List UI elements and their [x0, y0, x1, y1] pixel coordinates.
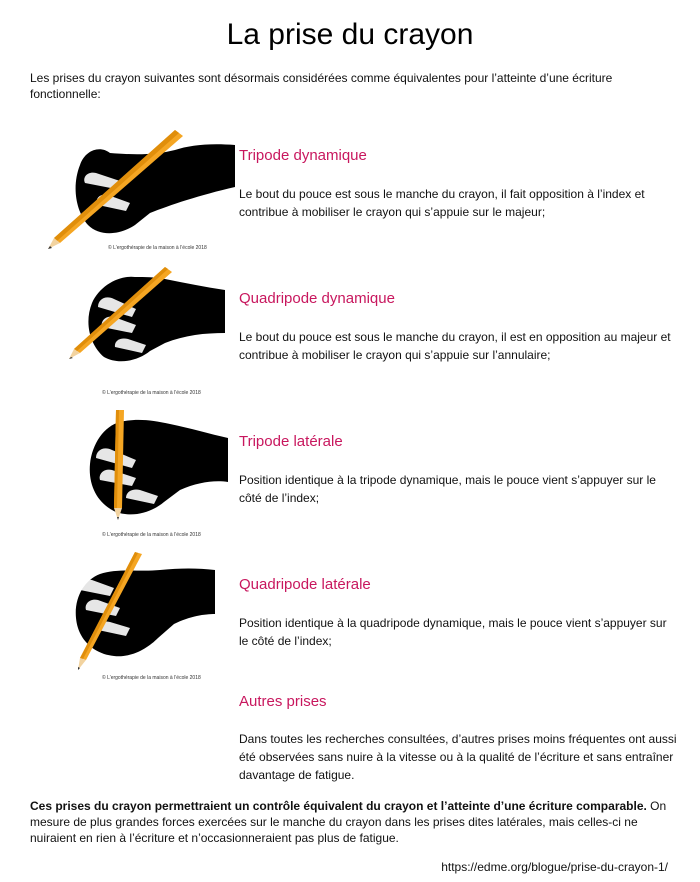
grip-description-other: Dans toutes les recherches consultées, d’autres prises moins fréquentes ont aussi été observées sans nuire à la vitesse ou à la qualité de l’écriture et sans entraîner davantage de fatigue. — [239, 732, 677, 782]
intro-text: Les prises du crayon suivantes sont désormais considérées comme équivalentes pour l’atteinte d’une écriture fonctionnelle: — [30, 71, 613, 101]
grip-description-tripod-lateral: Position identique à la tripode dynamique, mais le pouce vient s’appuyer sur le côté de l’index; — [239, 473, 656, 505]
conclusion-text — [30, 798, 670, 846]
grip-description-tripod-dynamic: Le bout du pouce est sous le manche du crayon, il fait opposition à l’index et contribue à mobiliser le crayon qui s’appuie sur le majeur; — [239, 187, 645, 219]
grip-heading-other: Autres prises — [239, 693, 327, 710]
page-title: La prise du crayon — [226, 18, 474, 51]
grip-illustration-tripod-lateral — [40, 408, 235, 538]
grip-description-quadripod-lateral: Position identique à la quadripode dynamique, mais le pouce vient s’appuyer sur le côté de l’index; — [239, 616, 667, 648]
illustration-credit: © L’ergothérapie de la maison à l’école 2018 — [102, 675, 201, 681]
hand-quadripod-dynamic-icon — [40, 265, 235, 395]
grip-description-quadripod-dynamic: Le bout du pouce est sous le manche du crayon, il est en opposition au majeur et contribue à mobiliser le crayon qui s’appuie sur l’annulaire; — [239, 330, 671, 362]
source-url: https://edme.org/blogue/prise-du-crayon-1/ — [441, 860, 668, 874]
illustration-credit: © L’ergothérapie de la maison à l’école 2018 — [102, 390, 201, 396]
conclusion-body: On mesure de plus grandes forces exercées sur le manche du crayon dans les prises dites latérales, mais celles-ci ne nuiraient en rien à l’écriture et n’occasionneraient pas plus de fatigue. — [30, 799, 667, 845]
grip-illustration-quadripod-lateral — [40, 550, 235, 680]
hand-tripod-dynamic-icon — [40, 125, 235, 255]
illustration-credit: © L’ergothérapie de la maison à l’école 2018 — [108, 245, 207, 251]
grip-heading-tripod-dynamic: Tripode dynamique — [239, 147, 367, 164]
grip-heading-tripod-lateral: Tripode latérale — [239, 433, 343, 450]
grip-illustration-quadripod-dynamic — [40, 265, 235, 395]
grip-heading-quadripod-dynamic: Quadripode dynamique — [239, 290, 395, 307]
grip-illustration-tripod-dynamic — [40, 125, 235, 255]
hand-quadripod-lateral-icon — [40, 550, 235, 680]
conclusion-bold: Ces prises du crayon permettraient un contrôle équivalent du crayon et l’atteinte d’une écriture comparable. — [30, 799, 647, 813]
hand-tripod-lateral-icon — [40, 408, 235, 538]
grip-heading-quadripod-lateral: Quadripode latérale — [239, 576, 371, 593]
illustration-credit: © L’ergothérapie de la maison à l’école 2018 — [102, 532, 201, 538]
